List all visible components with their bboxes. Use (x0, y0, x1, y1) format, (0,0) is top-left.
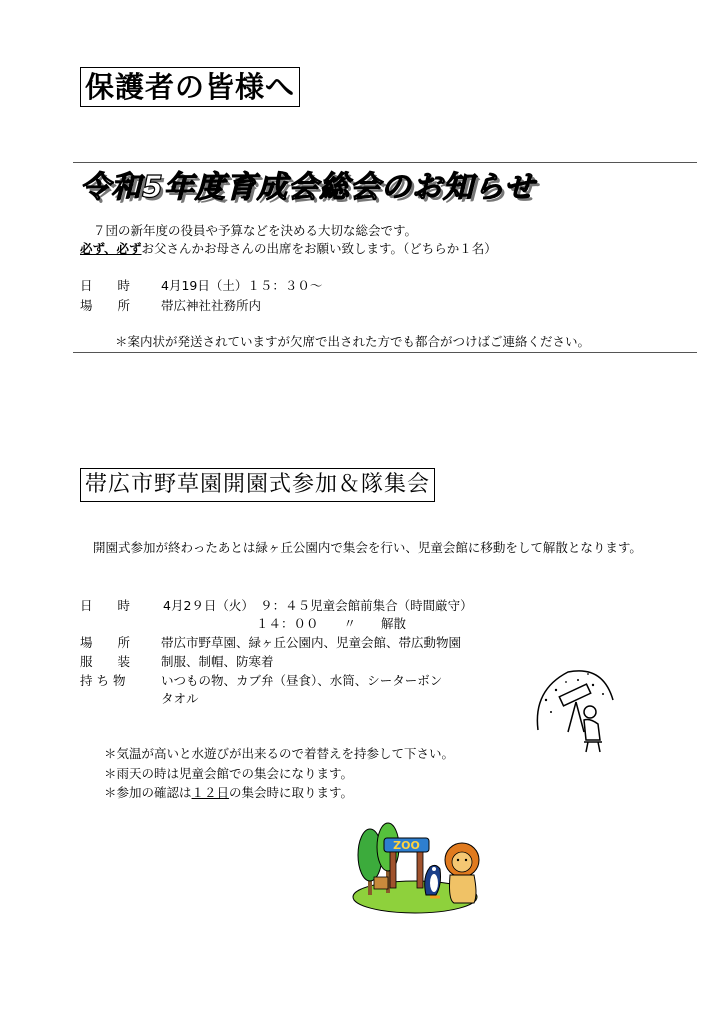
meeting-intro: ７団の新年度の役員や予算などを決める大切な総会です。 (93, 223, 418, 238)
ceremony-items-value: いつもの物、カブ弁（昼食）、水筒、シーターボン (161, 673, 443, 688)
ceremony-dismissal-time: １４：００ 〃 解散 (256, 616, 407, 631)
note3-post: の集会時に取ります。 (229, 785, 354, 800)
ceremony-date-value: 4月2９日（火） ９：４５児童会館前集合（時間厳守） (163, 598, 473, 613)
meeting-date-value: 4月19日（土）１５：３０～ (161, 278, 323, 293)
ceremony-title: 帯広市野草園開園式参加＆隊集会 (80, 468, 435, 502)
ceremony-place-value: 帯広市野草園、緑ヶ丘公園内、児童会館、帯広動物園 (161, 635, 462, 650)
ceremony-clothes-value: 制服、制帽、防寒着 (161, 654, 274, 669)
zoo-illustration (350, 815, 485, 915)
meeting-note: ＊案内状が発送されていますが欠席で出された方でも都合がつけばご連絡ください。 (115, 334, 591, 349)
ceremony-date-label: 日 時 (80, 598, 131, 613)
ceremony-items-label: 持 ち 物 (80, 673, 126, 688)
meeting-request-line (80, 241, 497, 257)
zoo-sign-text: ZOO (393, 839, 420, 852)
meeting-place-label: 場 所 (80, 298, 131, 313)
note3-date: １２日 (191, 785, 230, 800)
ceremony-note-1: ＊気温が高いと水遊びが出来るので着替えを持参して下さい。 (104, 746, 455, 761)
ceremony-place-label: 場 所 (80, 635, 131, 650)
request-text: お父さんかお母さんの出席をお願い致します。（どちらか１名） (141, 241, 497, 256)
ceremony-note-2: ＊雨天の時は児童会館での集会になります。 (104, 766, 354, 781)
meeting-title: 令和5年度育成会総会のお知らせ (80, 170, 535, 205)
note3-pre: ＊参加の確認は (104, 785, 192, 800)
must-emphasis: 必ず、必ず (80, 241, 142, 256)
meeting-date-label: 日 時 (80, 278, 131, 293)
ceremony-intro: 開園式参加が終わったあとは緑ヶ丘公園内で集会を行い、児童会館に移動をして解散となります。 (93, 540, 642, 555)
ceremony-clothes-label: 服 装 (80, 654, 131, 669)
ceremony-items-value-2: タオル (161, 691, 199, 706)
telescope-illustration (518, 660, 618, 760)
meeting-place-value: 帯広神社社務所内 (161, 298, 262, 313)
ceremony-note-3 (104, 785, 353, 801)
page-title: 保護者の皆様へ (80, 67, 300, 107)
section-divider-bottom (73, 352, 697, 353)
